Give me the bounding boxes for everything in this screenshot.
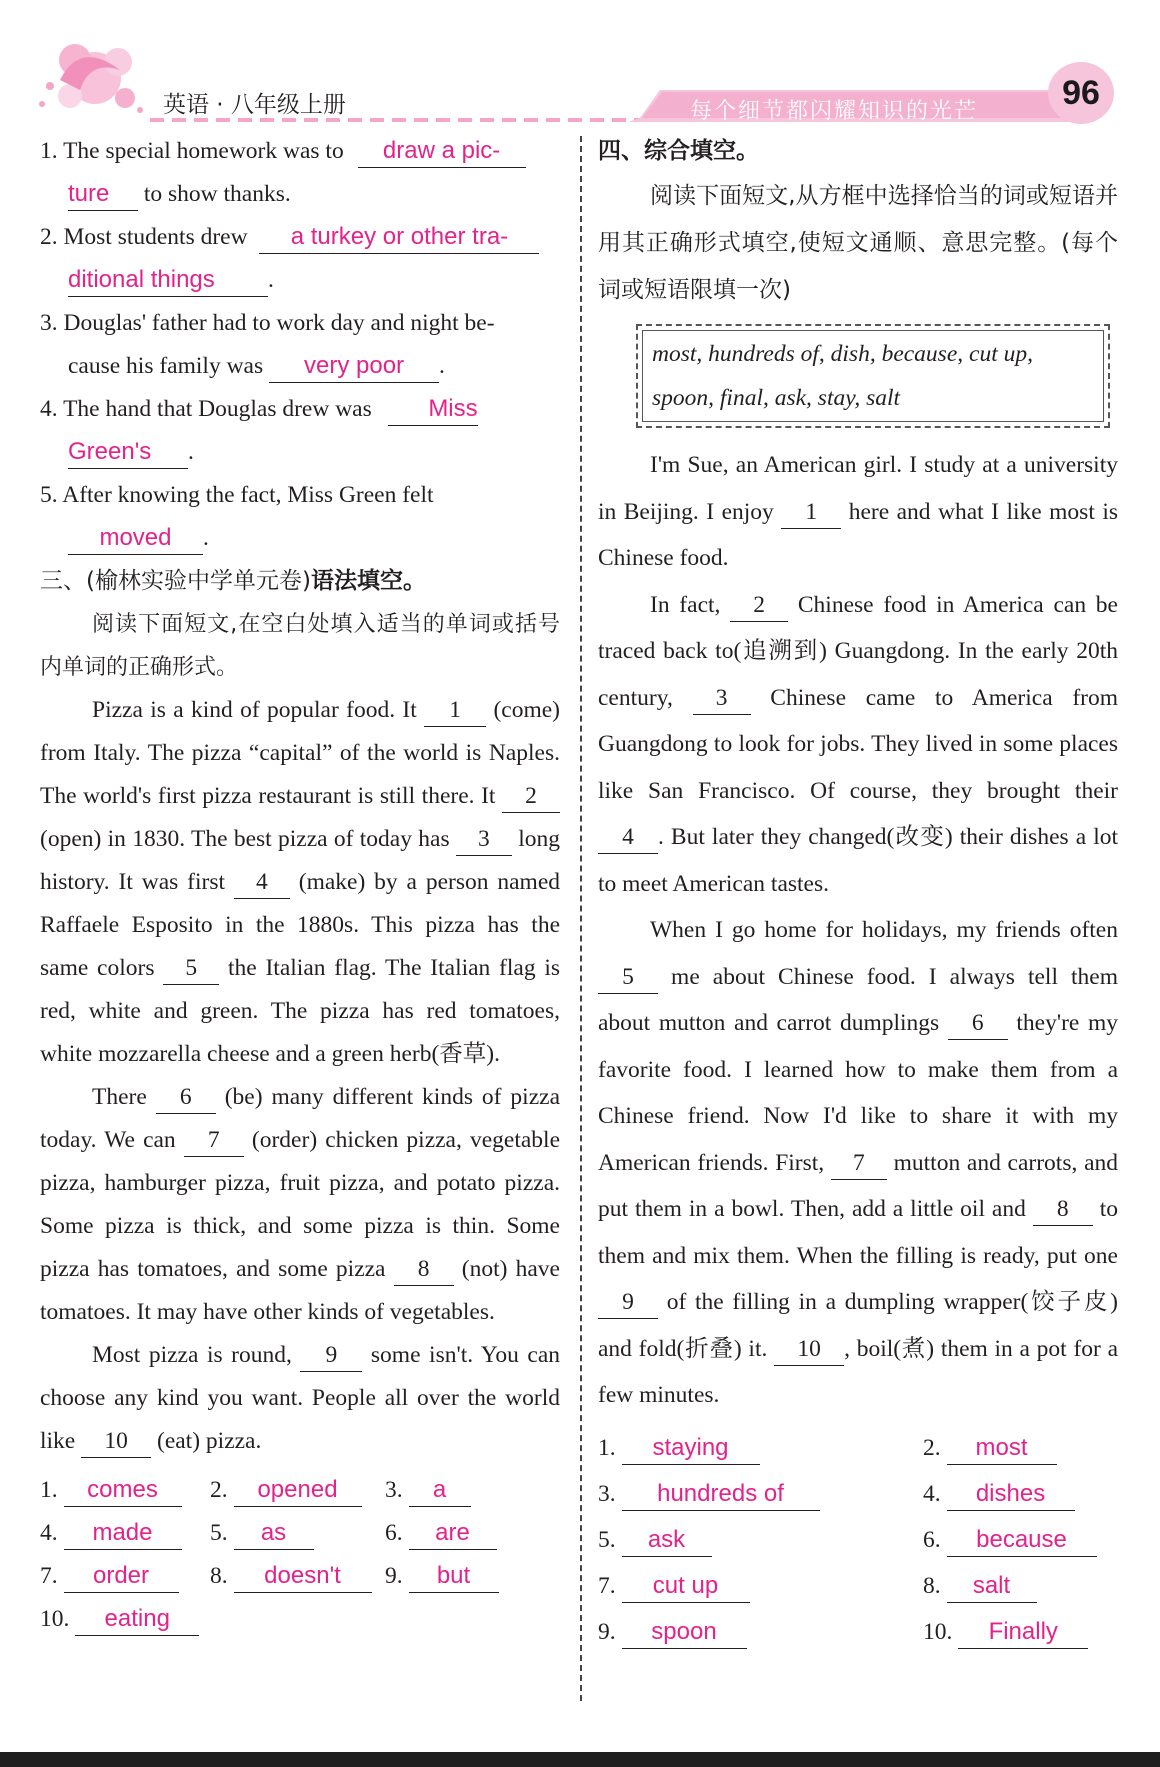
blank-7: 7 xyxy=(831,1147,887,1180)
blank-4: 4 xyxy=(234,866,290,899)
word-box-line: spoon, final, ask, stay, salt xyxy=(652,385,901,411)
section-title: 语法填空。 xyxy=(310,568,426,594)
question-number: 4. xyxy=(40,396,58,422)
left-column xyxy=(40,130,560,1641)
word-box xyxy=(636,324,1110,428)
answer-number: 10. xyxy=(923,1618,953,1645)
flower-ornament-icon xyxy=(39,44,143,113)
question-text: Douglas' father had to work day and night be- xyxy=(63,310,495,336)
page-header xyxy=(0,0,1160,130)
answer-text: staying xyxy=(652,1433,729,1461)
answer-text: doesn't xyxy=(264,1562,341,1589)
section-3-heading xyxy=(40,560,560,603)
answer-number: 2. xyxy=(210,1477,228,1503)
answer-number: 4. xyxy=(40,1520,58,1546)
answer-number: 7. xyxy=(40,1563,58,1589)
answer-blank xyxy=(68,436,188,469)
section-3-passage-p2 xyxy=(40,1076,560,1334)
answer-text: hundreds of xyxy=(657,1479,784,1507)
blank-10: 10 xyxy=(774,1333,844,1366)
section-3-answers xyxy=(40,1469,560,1641)
answer-blank xyxy=(68,522,203,555)
answer-item xyxy=(598,1609,923,1655)
section-3-instruction: 阅读下面短文,在空白处填入适当的单词或括号内单词的正确形式。 xyxy=(40,612,560,680)
blank-2: 2 xyxy=(730,589,788,622)
section-4-passage-p3 xyxy=(598,907,1118,1419)
answer-text: spoon xyxy=(651,1617,717,1645)
answer-item xyxy=(210,1512,385,1555)
question-1 xyxy=(40,130,560,173)
answer-text: ask xyxy=(647,1525,686,1553)
section-4-heading: 四、综合填空。 xyxy=(598,138,759,164)
blank-5: 5 xyxy=(163,952,219,985)
answer-number: 2. xyxy=(923,1434,941,1461)
passage-text: Chinese food in America can be traced back to(追溯到) Guangdong. In the early 20th century, xyxy=(598,591,1118,711)
section-3-passage-p3 xyxy=(40,1334,560,1463)
answer-number: 9. xyxy=(385,1563,403,1589)
passage-text: Chinese came to America from Guangdong to look for jobs. They lived in some places like San Francisco. Of course, they brought their xyxy=(598,684,1119,804)
answer-blank xyxy=(68,178,138,211)
question-text: . xyxy=(268,267,274,293)
answer-number: 6. xyxy=(923,1526,941,1553)
answer-item xyxy=(598,1471,923,1517)
answer-text: order xyxy=(92,1562,150,1589)
blank-1: 1 xyxy=(781,496,841,529)
answer-item xyxy=(923,1425,1118,1471)
answer-item xyxy=(40,1512,210,1555)
answer-number: 5. xyxy=(210,1520,228,1546)
book-title: 英语 · 八年级上册 xyxy=(163,92,346,118)
answer-blank xyxy=(388,393,478,426)
passage-text: (open) in 1830. The best pizza of today has xyxy=(40,826,450,852)
question-number: 2. xyxy=(40,224,58,250)
question-5-cont xyxy=(40,517,560,560)
blank-8: 8 xyxy=(1033,1193,1093,1226)
passage-text: long history. It was first xyxy=(40,826,561,895)
column-divider xyxy=(580,136,582,1701)
answer-item xyxy=(385,1469,535,1512)
question-3-cont xyxy=(40,345,560,388)
blank-9: 9 xyxy=(598,1286,658,1319)
passage-text: here and what I like most is Chinese food. xyxy=(598,498,1118,571)
answer-number: 8. xyxy=(210,1563,228,1589)
question-4-cont xyxy=(40,431,560,474)
passage-text: of the filling in a dumpling wrapper(饺子皮) and fold(折叠) it. xyxy=(598,1289,1118,1362)
passage-text: (be) many different kinds of pizza today. We can xyxy=(40,1084,561,1153)
question-number: 5. xyxy=(40,482,58,508)
answer-item xyxy=(923,1563,1118,1609)
question-text: . xyxy=(188,439,194,465)
section-4-passage xyxy=(598,442,1118,1419)
passage-text: I'm Sue, an American girl. I study at a university in Beijing. I enjoy xyxy=(598,452,1118,525)
answer-text: draw a pic- xyxy=(382,137,501,164)
answer-item xyxy=(40,1469,210,1512)
blank-6: 6 xyxy=(156,1081,216,1114)
answer-item xyxy=(598,1425,923,1471)
answer-blank xyxy=(68,264,268,297)
passage-text: me about Chinese food. I always tell them about mutton and carrot dumplings xyxy=(598,963,1119,1036)
question-1-cont xyxy=(40,173,560,216)
blank-3: 3 xyxy=(456,823,512,856)
answer-number: 3. xyxy=(385,1477,403,1503)
blank-1: 1 xyxy=(424,694,486,727)
blank-4: 4 xyxy=(598,821,658,854)
blank-9: 9 xyxy=(300,1339,362,1372)
answer-number: 5. xyxy=(598,1526,616,1553)
answer-text: salt xyxy=(972,1571,1011,1599)
bottom-bar xyxy=(0,1752,1160,1767)
answer-text: Green's xyxy=(68,438,152,465)
answer-number: 6. xyxy=(385,1520,403,1546)
passage-text: There xyxy=(92,1084,147,1110)
question-text: cause his family was xyxy=(68,353,264,379)
answer-item xyxy=(40,1598,210,1641)
answer-text: eating xyxy=(104,1605,170,1632)
passage-text: When I go home for holidays, my friends often xyxy=(650,917,1118,943)
passage-text: In fact, xyxy=(650,591,721,618)
question-2 xyxy=(40,216,560,259)
answer-item xyxy=(923,1517,1118,1563)
answer-text: but xyxy=(436,1562,471,1589)
blank-5: 5 xyxy=(598,961,658,994)
answer-text: Miss xyxy=(428,395,478,422)
blank-3: 3 xyxy=(693,682,751,715)
answer-item xyxy=(598,1517,923,1563)
section-4-passage-p1 xyxy=(598,442,1118,582)
passage-text: the Italian flag. The Italian flag is red, white and green. The pizza has red tomatoes, white mozzarella cheese and a green herb(香草). xyxy=(40,955,561,1067)
answer-text: very poor xyxy=(303,352,405,379)
passage-text: some isn't. You can choose any kind you want. People all over the world like xyxy=(40,1342,561,1454)
passage-text: mutton and carrots, and put them in a bowl. Then, add a little oil and xyxy=(598,1149,1118,1222)
answer-number: 1. xyxy=(598,1434,616,1461)
blank-8: 8 xyxy=(394,1253,454,1286)
answer-number: 7. xyxy=(598,1572,616,1599)
section-source: (榆林实验中学单元卷) xyxy=(86,568,311,594)
answer-number: 9. xyxy=(598,1618,616,1645)
answer-text: as xyxy=(260,1519,287,1546)
answer-text: dishes xyxy=(975,1479,1046,1507)
answer-text: opened xyxy=(257,1476,338,1503)
answer-item xyxy=(598,1563,923,1609)
answer-item xyxy=(923,1609,1118,1655)
answer-number: 10. xyxy=(40,1606,70,1632)
answer-item xyxy=(210,1555,385,1598)
passage-text: to them and mix them. When the filling is ready, put one xyxy=(598,1196,1119,1269)
answer-item xyxy=(923,1471,1118,1517)
question-text: Most students drew xyxy=(63,224,248,250)
answer-item xyxy=(385,1512,535,1555)
page-number: 96 xyxy=(1048,62,1114,124)
answer-text: a xyxy=(432,1476,447,1503)
motto-text: 每个细节都闪耀知识的光芒 xyxy=(690,99,979,124)
question-text: The hand that Douglas drew was xyxy=(63,396,372,422)
question-5 xyxy=(40,474,560,517)
passage-text: . But later they changed(改变) their dishes a lot to meet American tastes. xyxy=(598,824,1118,897)
passage-text: (eat) pizza. xyxy=(157,1428,262,1454)
passage-text: (order) chicken pizza, vegetable pizza, hamburger pizza, fruit pizza, and potato pizza. Some pizza is thick, and some pizza is thin. Some pizza has tomatoes, and some pizza xyxy=(40,1127,560,1282)
question-number: 3. xyxy=(40,310,58,336)
question-text: to show thanks. xyxy=(143,181,291,207)
passage-text: , boil(煮) them in a pot for a few minutes. xyxy=(598,1335,1118,1408)
question-3 xyxy=(40,302,560,345)
answer-number: 4. xyxy=(923,1480,941,1507)
answer-text: most xyxy=(975,1433,1028,1461)
question-text: . xyxy=(203,525,209,551)
question-2-cont xyxy=(40,259,560,302)
answer-text: comes xyxy=(87,1476,158,1503)
passage-text: (not) have tomatoes. It may have other kinds of vegetables. xyxy=(40,1256,560,1325)
answer-blank xyxy=(269,350,439,383)
answer-text: because xyxy=(976,1525,1067,1553)
section-3-passage-p1 xyxy=(40,689,560,1076)
blank-6: 6 xyxy=(948,1007,1008,1040)
answer-number: 1. xyxy=(40,1477,58,1503)
question-4 xyxy=(40,388,560,431)
answer-text: cut up xyxy=(652,1571,719,1599)
passage-text: Most pizza is round, xyxy=(92,1342,292,1368)
answer-blank xyxy=(358,135,526,168)
passage-text: (make) by a person named Raffaele Esposito in the 1880s. This pizza has the same colors xyxy=(40,869,560,981)
question-text: . xyxy=(439,353,445,379)
answer-item xyxy=(210,1469,385,1512)
section-4-passage-p2 xyxy=(598,582,1118,908)
section-4-instruction: 阅读下面短文,从方框中选择恰当的词或短语并用其正确形式填空,使短文通顺、意思完整。(每个词或短语限填一次) xyxy=(598,183,1118,303)
answer-number: 8. xyxy=(923,1572,941,1599)
section-4-answers xyxy=(598,1425,1118,1655)
passage-text: (come) from Italy. The pizza “capital” of the world is Naples. The world's first pizza restaurant is still there. It xyxy=(40,697,561,809)
answer-text: ditional things xyxy=(68,266,215,293)
section-number: 三、 xyxy=(40,568,86,594)
answer-text: are xyxy=(435,1519,470,1546)
blank-7: 7 xyxy=(184,1124,244,1157)
question-text: After knowing the fact, Miss Green felt xyxy=(62,482,434,508)
blank-2: 2 xyxy=(502,780,560,813)
answer-text: a turkey or other tra- xyxy=(290,223,509,250)
question-text: The special homework was to xyxy=(63,138,344,164)
passage-text: they're my favorite food. I learned how to make them from a Chinese friend. Now I'd like to share it with my American friends. First, xyxy=(598,1010,1118,1176)
passage-text: Pizza is a kind of popular food. It xyxy=(92,697,417,723)
answer-text: Finally xyxy=(988,1617,1058,1645)
right-column xyxy=(598,130,1118,1655)
question-number: 1. xyxy=(40,138,58,164)
answer-item xyxy=(385,1555,535,1598)
answer-text: ture xyxy=(68,180,110,207)
answer-blank xyxy=(259,221,539,254)
blank-10: 10 xyxy=(81,1425,151,1458)
answer-number: 3. xyxy=(598,1480,616,1507)
answer-item xyxy=(40,1555,210,1598)
answer-text: made xyxy=(92,1519,153,1546)
answer-text: moved xyxy=(99,524,172,551)
word-box-line: most, hundreds of, dish, because, cut up, xyxy=(652,341,1033,367)
